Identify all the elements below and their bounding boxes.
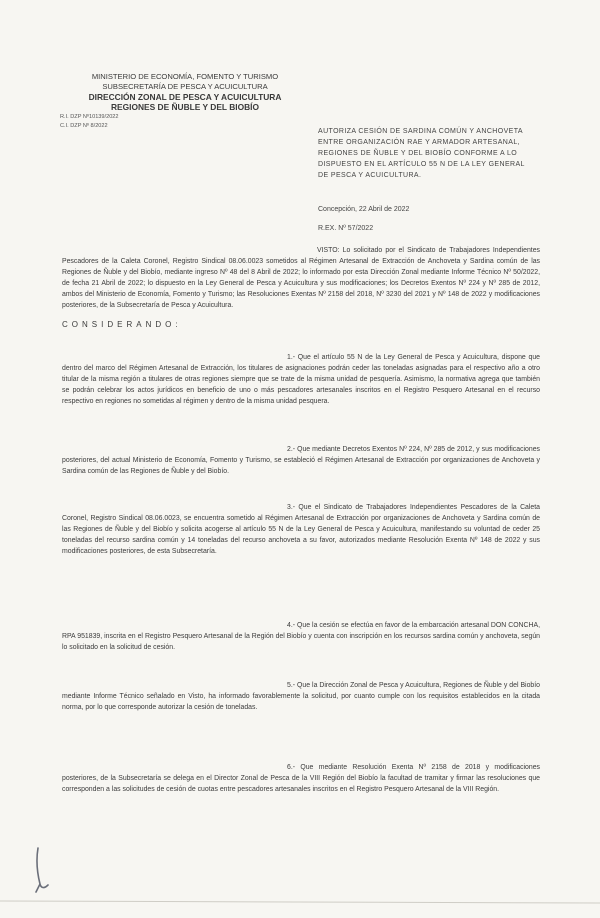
zonal-direction-line: DIRECCIÓN ZONAL DE PESCA Y ACUICULTURA: [88, 92, 282, 102]
considerando-6: [62, 762, 540, 795]
visto-paragraph: [62, 245, 540, 311]
considerando-3-text: 3.- Que el Sindicato de Trabajadores Independientes Pescadores de la Caleta Coronel, Registro Sindical 08.06.0023, se encuentra sometido al Régimen Artesanal de Extracción por organizaciones de Anchoveta y Sardina común de las Regiones de Ñuble y del Biobío y solicita acogerse al artículo 55 N de la Ley General de Pesca y Acuicultura, manifestando su voluntad de ceder 25 toneladas del recurso sardina común y 14 toneladas del recurso anchoveta a su favor, autorizados mediante Resolución Exenta Nº 148 de 2022 y sus modificaciones posteriores, de esta Subsecretaría.: [62, 504, 540, 555]
reference-line-1: R.I. DZP Nº10139/2022: [60, 114, 119, 120]
considerando-4: [62, 620, 540, 653]
considerando-6-text: 6.- Que mediante Resolución Exenta Nº 2158 de 2018 y modificaciones posteriores, de la Subsecretaría se delega en el Director Zonal de Pesca de la VIII Región del Biobío la facultad de tramitar y firmar las resoluciones que corresponden a las solicitudes de cesión de cuotas entre pescadores artesanales inscritos en el Registro Pesquero Artesanal de la VIII Región.: [62, 764, 540, 793]
considerando-2-text: 2.- Que mediante Decretos Exentos Nº 224, Nº 285 de 2012, y sus modificaciones posteriores, del actual Ministerio de Economía, Fomento y Turismo, se estableció el Régimen Artesanal de Extracción por organizaciones de Anchoveta y Sardina común de las Regiones de Ñuble y del Biobío.: [62, 446, 540, 475]
considerando-4-text: 4.- Que la cesión se efectúa en favor de la embarcación artesanal DON CONCHA, RPA 951839, inscrita en el Registro Pesquero Artesanal de la Región del Biobío y cuenta con inscripción en los recursos sardina común y anchoveta, según lo solicitado en la solicitud de cesión.: [62, 622, 540, 651]
handwritten-mark-icon: [28, 840, 58, 900]
considerando-5-text: 5.- Que la Dirección Zonal de Pesca y Acuicultura, Regiones de Ñuble y del Biobío mediante Informe Técnico señalado en Visto, ha informado favorablemente la solicitud, por cuanto cumple con los requisitos establecidos en la citada norma, por lo que corresponde autorizar la cesión de toneladas.: [62, 682, 540, 711]
considerando-3: [62, 502, 540, 557]
reference-line-2: C.I. DZP Nº 8/2022: [60, 123, 108, 129]
considerando-1: [62, 352, 540, 407]
decree-number: R.EX. Nº 57/2022: [318, 225, 374, 232]
considerando-2: [62, 444, 540, 477]
regions-line: REGIONES DE ÑUBLE Y DEL BIOBÍO: [111, 102, 259, 112]
letterhead: [60, 72, 310, 130]
subsecretary-line: SUBSECRETARÍA DE PESCA Y ACUICULTURA: [102, 82, 268, 91]
resolution-subject: AUTORIZA CESIÓN DE SARDINA COMÚN Y ANCHOVETA ENTRE ORGANIZACIÓN RAE Y ARMADOR ARTESANAL, REGIONES DE ÑUBLE Y DEL BIOBÍO CONFORME A LO DISPUESTO EN EL ARTÍCULO 55 N DE LA LEY GENERAL DE PESCA Y ACUICULTURA.: [318, 128, 525, 179]
ministry-line: MINISTERIO DE ECONOMÍA, FOMENTO Y TURISMO: [91, 72, 279, 81]
considerando-5: [62, 680, 540, 713]
place-date: Concepción, 22 Abril de 2022: [318, 206, 410, 213]
considerando-1-text: 1.- Que el artículo 55 N de la Ley General de Pesca y Acuicultura, dispone que dentro del marco del Régimen Artesanal de Extracción, los titulares de asignaciones podrán ceder las toneladas asignadas para el respectivo año a otro titular de la misma región a titulares de otras regiones siempre que se trate de la misma unidad de pesquería. Asimismo, la normativa agrega que también se podrán celebrar los actos jurídicos en beneficio de uno o más pescadores artesanales inscritos en el Registro Pesquero Artesanal en el recurso respectivo en regiones no sometidas al régimen y dentro de la misma unidad pesquera.: [62, 354, 540, 405]
considerando-heading: CONSIDERANDO:: [62, 320, 182, 329]
visto-text: VISTO: Lo solicitado por el Sindicato de Trabajadores Independientes Pescadores de la Caleta Coronel, Registro Sindical 08.06.0023 sometidos al Régimen Artesanal de Extracción de Anchoveta y Sardina común de las Regiones de Ñuble y del Biobío, mediante ingreso Nº 48 del 8 Abril de 2022; lo informado por esta Dirección Zonal mediante Informe Técnico Nº 50/2022, de fecha 21 Abril de 2022; lo dispuesto en la Ley General de Pesca y Acuicultura y sus modificaciones; los Decretos Exentos Nº 224 y Nº 285 de 2012, ambos del Ministerio de Economía, Fomento y Turismo; las Resoluciones Exentas Nº 2158 del 2018, Nº 3230 del 2021 y Nº 148 de 2022 y modificaciones posteriores, de la Subsecretaría de Pesca y Acuicultura.: [62, 247, 540, 309]
